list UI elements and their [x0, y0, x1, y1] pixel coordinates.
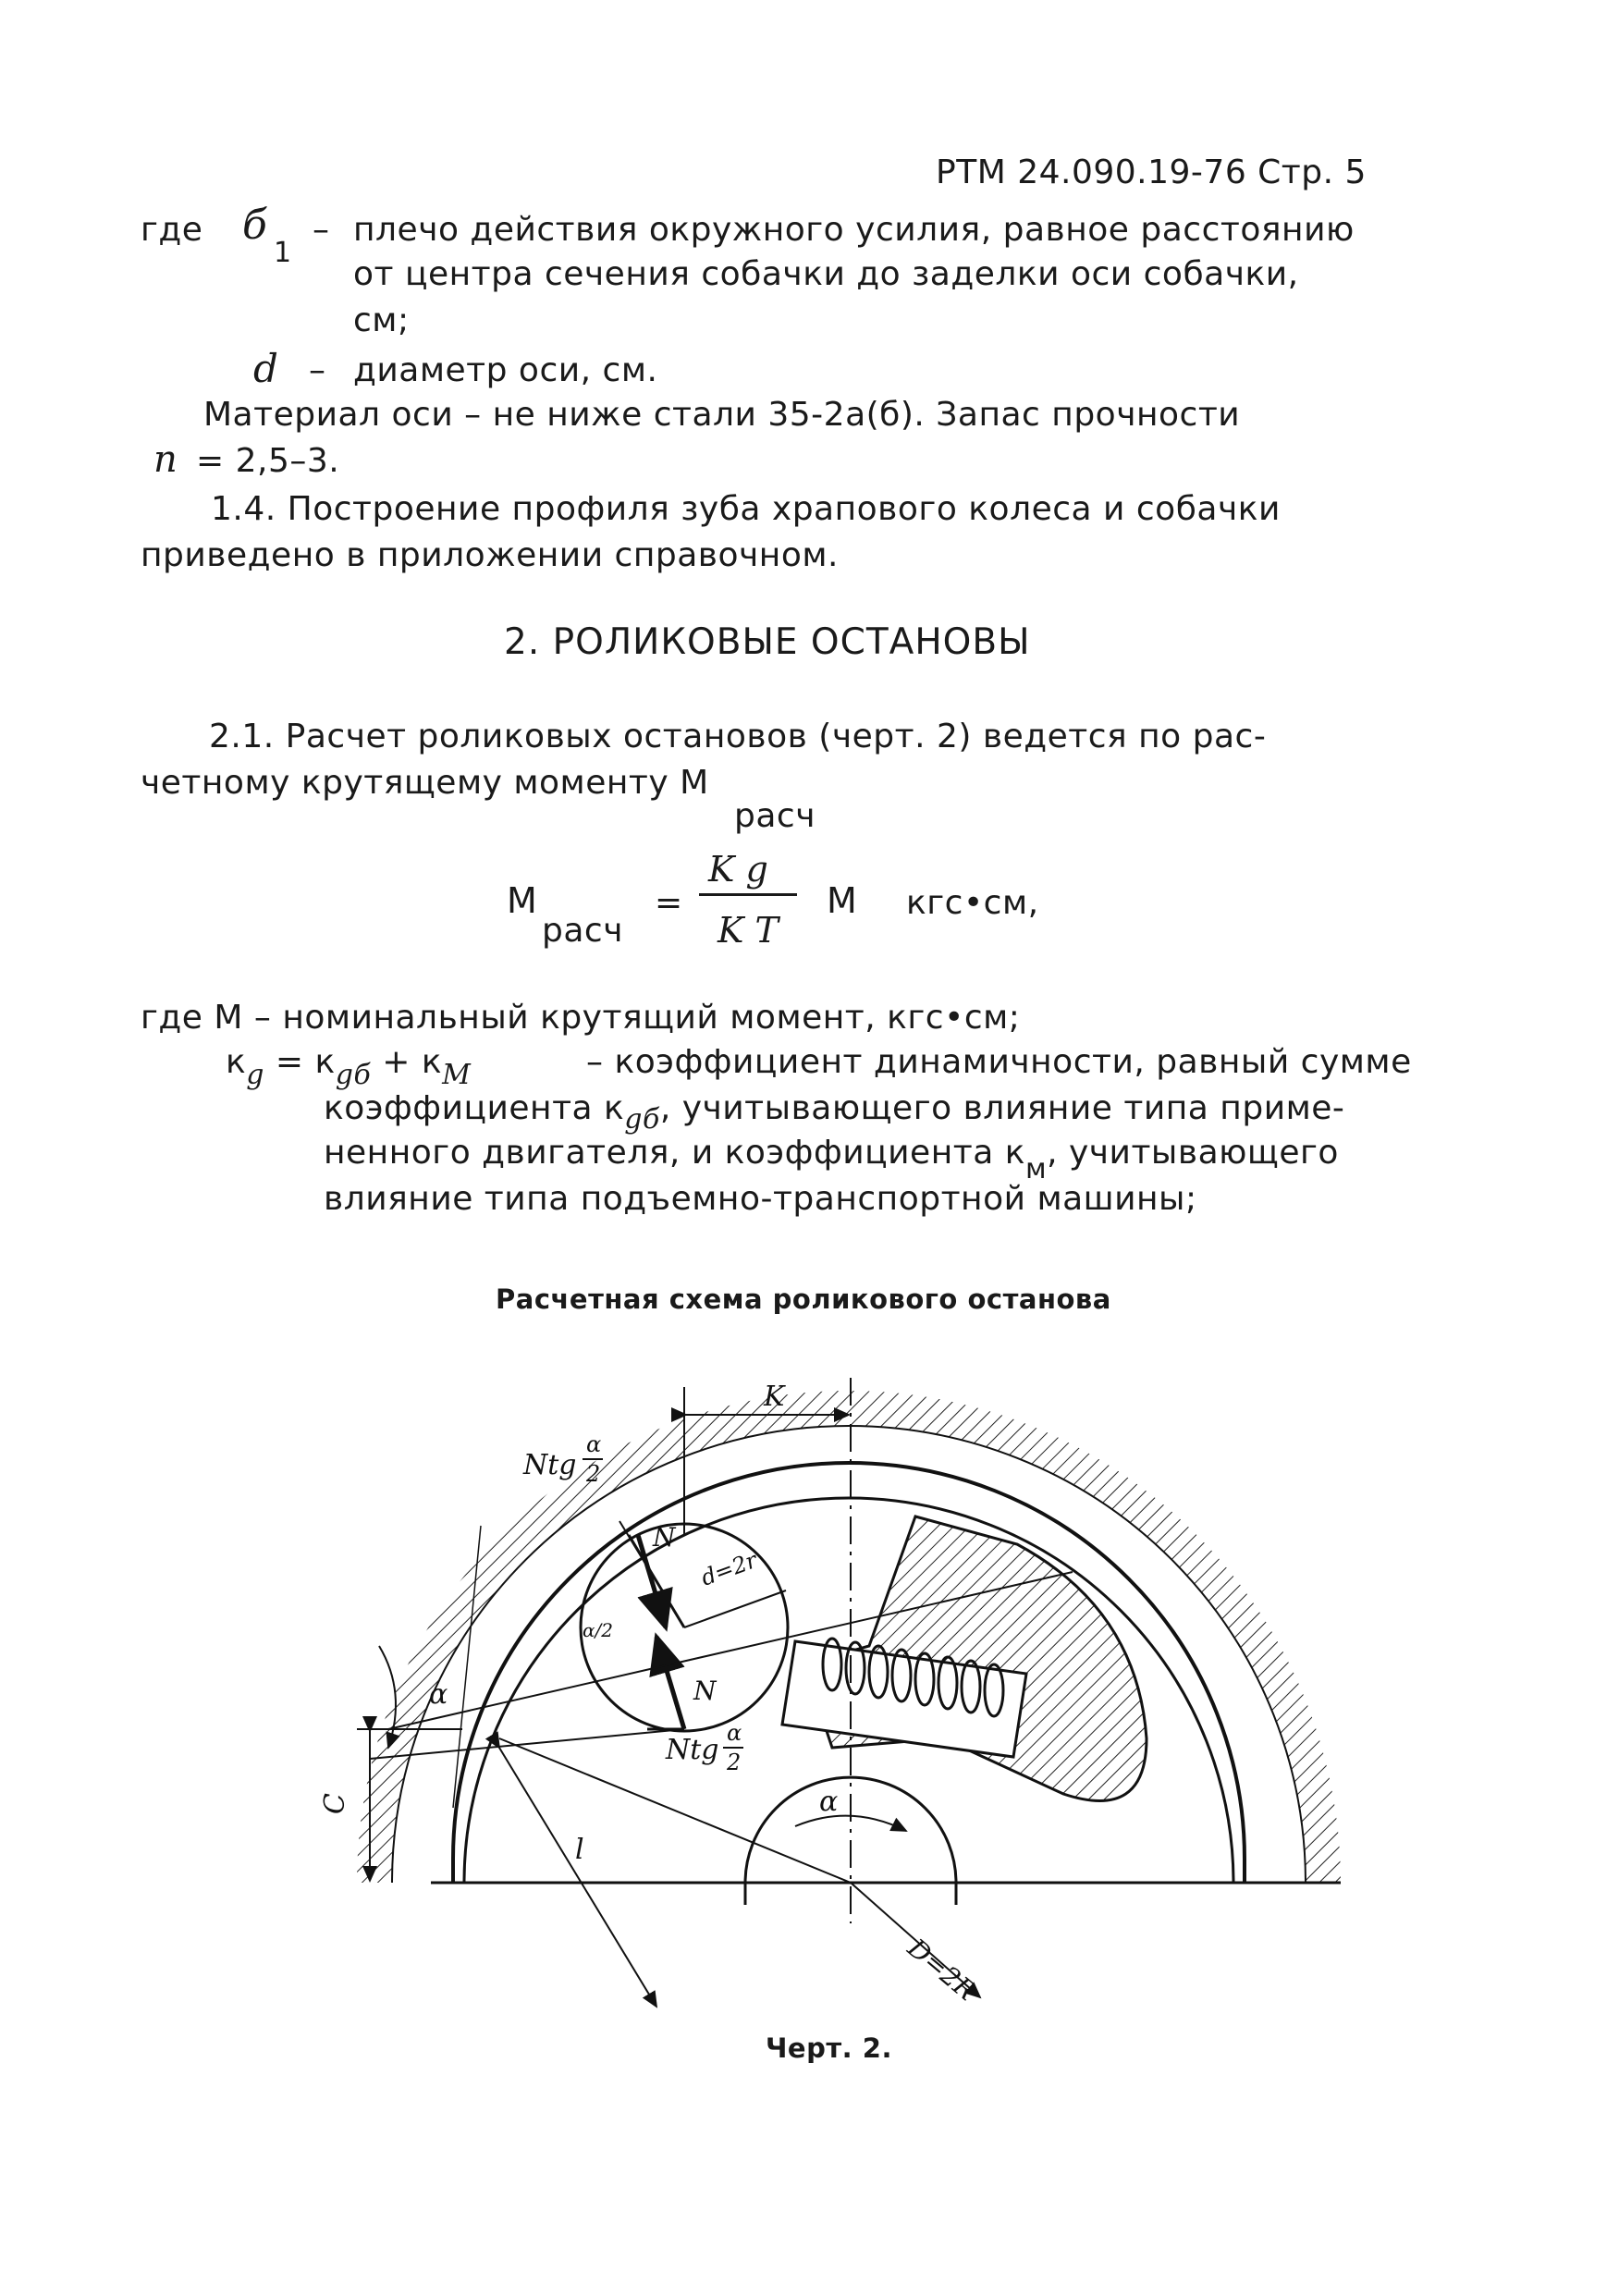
formula-fraction-bar	[699, 893, 797, 896]
dimension-l	[499, 1748, 656, 2007]
svg-text:2: 2	[586, 1461, 601, 1487]
kd-symbol: $к_g = к_{gб} + к_M$	[226, 1043, 472, 1091]
n-symbol: n	[153, 438, 178, 481]
formula-denominator: K T	[718, 910, 779, 951]
label-l: l	[575, 1834, 584, 1866]
label-alpha-half: α/2	[583, 1619, 613, 1641]
b1-definition-line3: см;	[353, 301, 410, 339]
b1-subscript: 1	[274, 237, 292, 269]
formula-numerator: K g	[708, 849, 768, 890]
label-n-bottom: N	[693, 1676, 717, 1706]
formula-unit: кгс•см,	[906, 884, 1039, 922]
svg-text:2: 2	[727, 1750, 742, 1775]
m-rasch-subscript: расч	[734, 797, 816, 835]
kd-definition-line2: коэффициента $к_{gб}$, учитывающего влияние типа приме-	[324, 1089, 1345, 1136]
d-dash: –	[309, 351, 326, 389]
material-line1: Материал оси – не ниже стали 35-2а(б). Запас прочности	[203, 396, 1241, 434]
material-line2: = 2,5–3.	[196, 442, 340, 480]
svg-text:α: α	[727, 1720, 742, 1746]
m-definition: где М – номинальный крутящий момент, кгс•см;	[141, 999, 1021, 1037]
d-definition: диаметр оси, см.	[353, 351, 658, 389]
label-d2R: D=2R	[901, 1933, 982, 2007]
b1-definition-line1: плечо действия окружного усилия, равное расстоянию	[353, 211, 1355, 249]
label-n-top: N	[653, 1522, 676, 1553]
kd-definition-line4: влияние типа подъемно-транспортной машины;	[324, 1180, 1197, 1218]
force-n-bottom	[656, 1637, 684, 1729]
formula-lhs: М	[507, 880, 537, 921]
page-header: РТМ 24.090.19-76 Стр. 5	[936, 153, 1367, 191]
paragraph-1-4-line1: 1.4. Построение профиля зуба храпового колеса и собачки	[211, 490, 1281, 528]
svg-text:α: α	[586, 1431, 602, 1457]
label-alpha-center: α	[819, 1786, 839, 1818]
label-ntg-bottom: Ntg	[666, 1734, 719, 1766]
where-label: где	[141, 211, 203, 249]
paragraph-2-1-line1: 2.1. Расчет роликовых остановов (черт. 2) ведется по рас-	[209, 718, 1267, 755]
roller-stop-diagram	[0, 1350, 1619, 2016]
figure-title: Расчетная схема роликового останова	[496, 1283, 1111, 1315]
b1-dash: –	[313, 211, 330, 249]
formula-lhs-subscript: расч	[542, 912, 623, 950]
paragraph-2-1-line2: четному крутящему моменту М	[141, 764, 709, 802]
figure-caption: Черт. 2.	[766, 2032, 892, 2064]
kd-definition-line1: – коэффициент динамичности, равный сумме	[586, 1043, 1412, 1081]
label-alpha-left: α	[429, 1678, 448, 1711]
formula-equals: =	[655, 884, 683, 922]
label-ntg-top: Ntg	[523, 1449, 577, 1481]
b1-symbol: б	[242, 202, 268, 249]
label-k: K	[764, 1381, 785, 1413]
section-title: 2. РОЛИКОВЫЕ ОСТАНОВЫ	[504, 621, 1031, 663]
label-d2r: d=2r	[697, 1547, 761, 1591]
b1-definition-line2: от центра сечения собачки до заделки оси собачки,	[353, 255, 1299, 293]
label-c: C	[319, 1793, 351, 1814]
paragraph-1-4-line2: приведено в приложении справочном.	[141, 536, 839, 574]
kd-definition-line3: ненного двигателя, и коэффициента $к_м$, учитывающего	[324, 1134, 1339, 1185]
formula-m: М	[827, 880, 857, 921]
d-symbol: d	[253, 346, 279, 391]
